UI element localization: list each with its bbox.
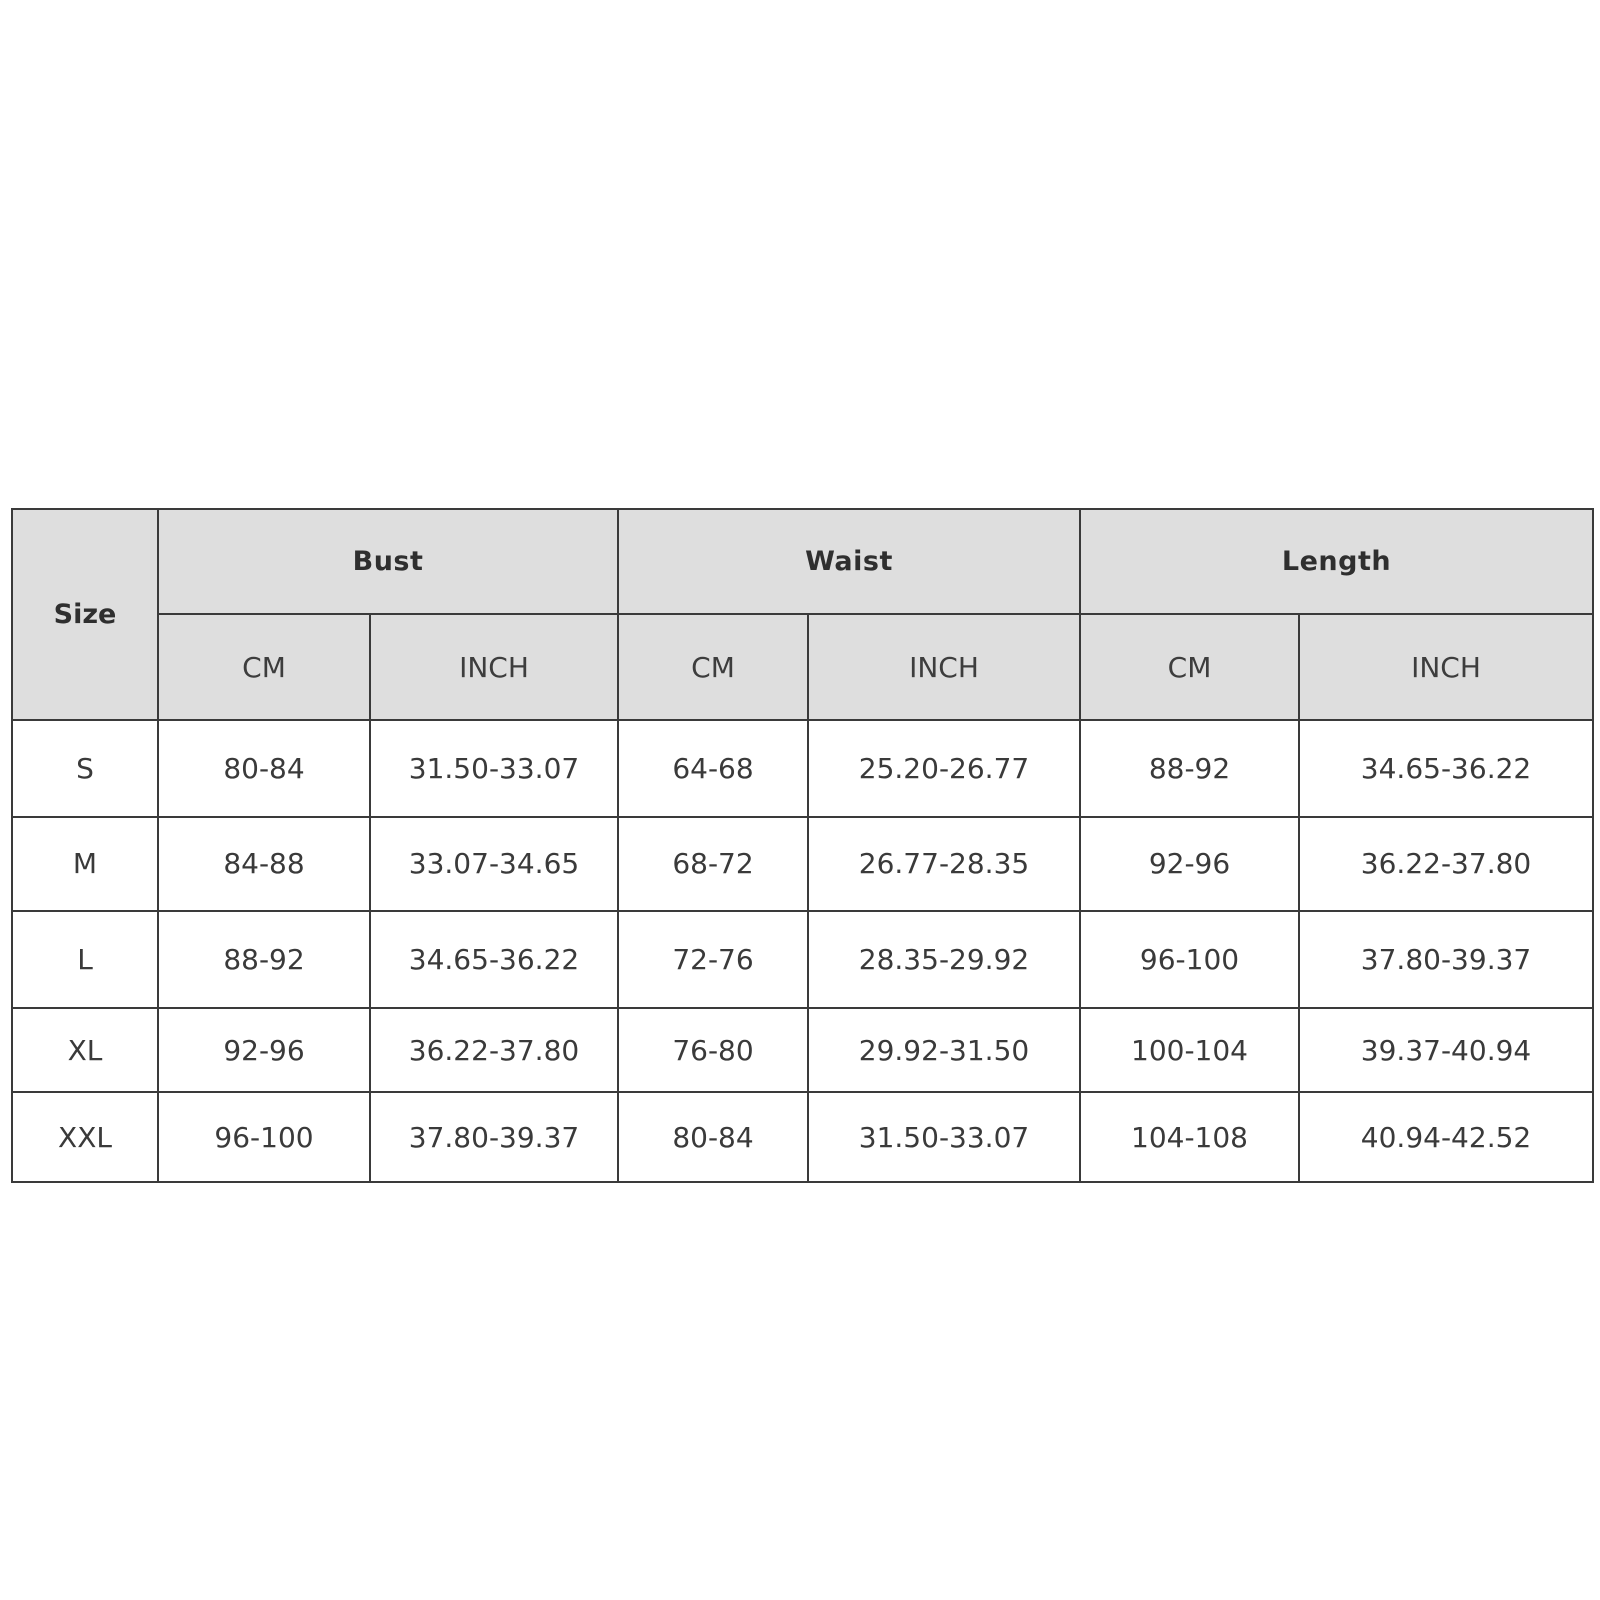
size-column-header: Size xyxy=(12,509,158,720)
bust-cm-cell: 84-88 xyxy=(158,817,370,911)
table-row xyxy=(12,720,1593,817)
table-row xyxy=(12,817,1593,911)
waist-cm-header: CM xyxy=(618,614,808,720)
length-inch-cell: 40.94-42.52 xyxy=(1299,1092,1593,1182)
length-inch-cell: 39.37-40.94 xyxy=(1299,1008,1593,1092)
length-cm-cell: 96-100 xyxy=(1080,911,1299,1009)
size-cell: XXL xyxy=(12,1092,158,1182)
length-group-header: Length xyxy=(1080,509,1593,614)
bust-cm-cell: 92-96 xyxy=(158,1008,370,1092)
bust-cm-cell: 96-100 xyxy=(158,1092,370,1182)
waist-inch-cell: 28.35-29.92 xyxy=(808,911,1080,1009)
size-cell: M xyxy=(12,817,158,911)
length-cm-cell: 104-108 xyxy=(1080,1092,1299,1182)
size-cell: XL xyxy=(12,1008,158,1092)
waist-inch-header: INCH xyxy=(808,614,1080,720)
bust-inch-cell: 36.22-37.80 xyxy=(370,1008,618,1092)
waist-cm-cell: 76-80 xyxy=(618,1008,808,1092)
waist-inch-cell: 29.92-31.50 xyxy=(808,1008,1080,1092)
table-body xyxy=(12,720,1593,1182)
length-cm-cell: 92-96 xyxy=(1080,817,1299,911)
bust-cm-cell: 88-92 xyxy=(158,911,370,1009)
bust-inch-cell: 37.80-39.37 xyxy=(370,1092,618,1182)
table-row xyxy=(12,911,1593,1009)
size-chart-table xyxy=(11,508,1594,1183)
length-inch-cell: 36.22-37.80 xyxy=(1299,817,1593,911)
bust-cm-header: CM xyxy=(158,614,370,720)
size-cell: S xyxy=(12,720,158,817)
waist-cm-cell: 64-68 xyxy=(618,720,808,817)
bust-cm-cell: 80-84 xyxy=(158,720,370,817)
table-header xyxy=(12,509,1593,720)
waist-inch-cell: 25.20-26.77 xyxy=(808,720,1080,817)
length-cm-cell: 88-92 xyxy=(1080,720,1299,817)
length-cm-header: CM xyxy=(1080,614,1299,720)
bust-inch-header: INCH xyxy=(370,614,618,720)
waist-cm-cell: 72-76 xyxy=(618,911,808,1009)
bust-inch-cell: 33.07-34.65 xyxy=(370,817,618,911)
length-inch-cell: 37.80-39.37 xyxy=(1299,911,1593,1009)
waist-group-header: Waist xyxy=(618,509,1080,614)
length-inch-cell: 34.65-36.22 xyxy=(1299,720,1593,817)
bust-inch-cell: 34.65-36.22 xyxy=(370,911,618,1009)
waist-inch-cell: 31.50-33.07 xyxy=(808,1092,1080,1182)
size-cell: L xyxy=(12,911,158,1009)
waist-cm-cell: 68-72 xyxy=(618,817,808,911)
bust-group-header: Bust xyxy=(158,509,618,614)
header-row-units xyxy=(12,614,1593,720)
length-cm-cell: 100-104 xyxy=(1080,1008,1299,1092)
bust-inch-cell: 31.50-33.07 xyxy=(370,720,618,817)
header-row-groups xyxy=(12,509,1593,614)
waist-inch-cell: 26.77-28.35 xyxy=(808,817,1080,911)
table-row xyxy=(12,1092,1593,1182)
length-inch-header: INCH xyxy=(1299,614,1593,720)
waist-cm-cell: 80-84 xyxy=(618,1092,808,1182)
table-row xyxy=(12,1008,1593,1092)
